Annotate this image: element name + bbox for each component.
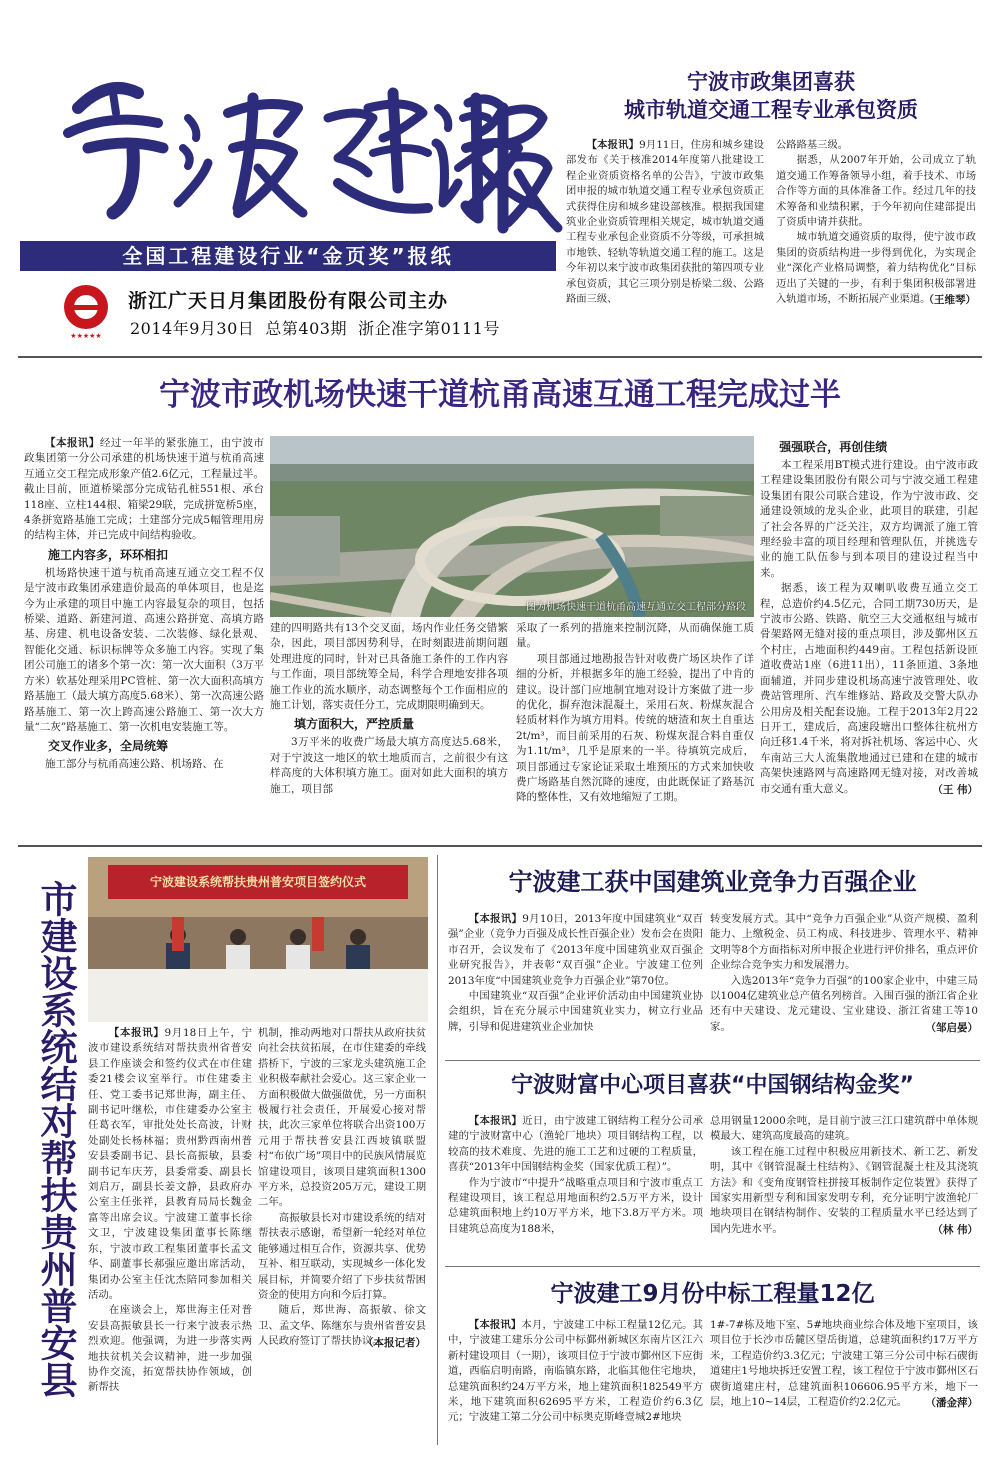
top-story-col2 [776, 138, 976, 307]
top-story-headline-2: 城市轨道交通工程专业承包资质 [624, 98, 918, 122]
top-story-tag: 【本报讯】 [586, 139, 640, 151]
main-story-col1 [24, 436, 264, 773]
main-story-tag: 【本报讯】 [45, 437, 100, 449]
top-story-col1 [566, 138, 764, 307]
story-bid-col2-para1: 1#-7#栋及地下室、5#地块商业综合体及地下室项目，该项目位于长沙市岳麓区望岳街道，总建筑面积约17万平方米，工程造价约3.3亿元；宁波建工第三分公司中标石碶街道建庄1号地块拆迁安置工程，该工程位于宁波市鄞州区石碶街道建庄村，总建筑面积106606.95平方米，地下一层，地上10~14层，工程造价约2.2亿元。 [710, 1319, 978, 1409]
divider-story-100 [445, 1060, 980, 1061]
story-bid-byline: （潘金萍） [925, 1397, 978, 1410]
story-100-col2-para2: 入选2013年“竞争力百强”的100家企业中，中建三局以1004亿建筑业总产值名列榜首。入围百强的浙江省企业还有中天建设、龙元建设、宝业建设、浙江省建工等10家。 [710, 974, 978, 1033]
main-col3-para1: 采取了一系列的措施来控制沉降，从而确保施工质量。 [516, 622, 754, 650]
divider-story-steel [445, 1266, 980, 1267]
issue-line: 2014年9月30日 总第403期 浙企准字第0111号 [130, 319, 500, 338]
divider-top [18, 356, 982, 358]
story-100-col1 [448, 912, 703, 1035]
guizhou-vertical-title: 市建设系统结对帮扶贵州普安县 [34, 880, 77, 1398]
story-steel-col1 [448, 1114, 703, 1237]
story-bid-col1 [448, 1318, 703, 1426]
story-steel-col1-para2: 作为宁波市“中提升”战略重点项目和宁波市重点工程建设项目，该工程总用地面积约2.5万平方米，设计总建筑面积地上约10万平方米，地下3.8万平方米。项目建筑总高度为188米， [448, 1176, 703, 1235]
main-photo [270, 436, 754, 617]
guizhou-col2-para3: 随后，郑世海、高振敏、徐文卫、孟文华、陈继东与贵州省普安县人民政府签订了帮扶协议。 [258, 1304, 426, 1348]
sponsor-line: 浙江广天日月集团股份有限公司主办 [128, 290, 449, 312]
divider-vertical [437, 855, 438, 1445]
main-col1-para2: 机场路快速干道与杭甬高速互通立交工程不仅是宁波市政集团承建造价最高的单体项目，也是迄今为止承建的项目中施工内容最复杂的项目，包括桥梁、道路、新建河道、高速公路拼宽、高填方路基、房建、机电设备安装、二次装修、绿化景观、智能化交通、标识标牌等众多施工内容。实现了集团公司施工的诸多个第一次：第一次大面积（3万平方米）软基处理采用PC管桩、第一次大面积高填方路基施工（最大填方高度5.68米）、第一次高速公路路基施工、第一次上跨高速公路施工、第一次大方量“二灰”路基施工、第一次机电安装施工等。 [24, 566, 264, 733]
guizhou-col2-para2: 高振敏县长对市建设系统的结对帮扶表示感谢，希望新一轮经对单位能够通过相互合作，资源共享、优势互补、相互联动，实现城乡一体化发展目标，并简要介绍了下步扶贫帮困资金的使用方向和今后打算。 [258, 1211, 426, 1301]
story-100-byline: （邹启晏） [925, 1022, 978, 1035]
guizhou-col2 [258, 1026, 426, 1350]
main-story-intro: 经过一年半的紧张施工，由宁波市政集团第一分公司承建的机场快速干道与杭甬高速互通立交工程完成形象产值2.6亿元，工程量过半。截止目前，匝道桥梁部分完成钻孔桩551根、承台118座、立柱144根、箱梁29联，完成拼宽桥5座，4条拼宽路基施工完成；土建部分完成5幅管理用房的结构主体，并已完成中间结构验收。 [24, 437, 265, 542]
guizhou-photo [88, 857, 428, 1022]
story-steel-col2-para1: 总用钢量12000余吨，是目前宁波三江口建筑群中单体规模最大、建筑高度最高的建筑。 [710, 1115, 978, 1143]
story-100-col1-text: 9月10日，2013年度中国建筑业“双百强”企业（竞争力百强及成长性百强企业）发布会在贵阳市召开，会议发布了《2013年度中国建筑业双百强企业研究报告》，并表彰“双百强”企业。宁波建工位列2013年度“中国建筑业竞争力百强企业”第70位。 [448, 913, 704, 987]
main-subhead-4: 强强联合，再创佳绩 [779, 440, 888, 454]
main-col4-para1: 本工程采用BT模式进行建设。由宁波市政工程建设集团股份有限公司与宁波交通工程建设集团有限公司联合建设，作为宁波市政、交通建设领域的龙头企业，此项目的联建，引起了社会各界的广泛关注，双方均调派了施工管理经验丰富的项目经理和管理队伍，并挑选专业的施工队伍参与到本项目的建设过程当中来。 [760, 459, 978, 579]
interchange-aerial-photo [270, 436, 754, 617]
story-steel-tag: 【本报讯】 [468, 1115, 523, 1127]
story-steel-col1-text: 近日，由宁波建工钢结构工程分公司承建的宁波财富中心（渔轮厂地块）项目钢结构工程，以较高的技术难度、先进的施工工艺和过硬的工程质量，喜获“2013年中国钢结构金奖（国家优质工程）”。 [448, 1115, 704, 1174]
guizhou-byline: （本报记者） [363, 1336, 426, 1349]
story-bid-headline: 宁波建工9月份中标工程量12亿 [550, 1281, 875, 1307]
main-headline: 宁波市政机场快速干道杭甬高速互通工程完成过半 [159, 377, 841, 413]
guizhou-tag: 【本报讯】 [108, 1027, 165, 1039]
svg-text:★★★★★: ★★★★★ [70, 332, 102, 340]
story-100-col2-para1: 转变发展方式。其中“竞争力百强企业”从资产规模、盈利能力、上缴税金、员工构成、科技进步、管理水平、精神文明等8个方面指标对所申报企业进行评价排名，重点评价企业综合竞争实力和发展潜力。 [710, 913, 978, 972]
masthead [18, 28, 563, 348]
story-100-col2 [710, 912, 978, 1035]
main-col2-para1: 建的四明路共有13个交叉面，场内作业任务交错繁杂，因此，项目部因势利导，在时刻跟进前期问题处理进度的同时，针对已具备施工条件的工作内容与工作面，项目部统筹全局，科学合理地安排各项施工作业的流水顺序，动态调整每个工作面相应的施工计划，落实责任分工，完成期限明确到天。 [270, 622, 508, 712]
main-col1-para3: 施工部分与杭甬高速公路、机场路、在 [45, 758, 224, 771]
top-story-col2-p3: 城市轨道交通资质的取得，使宁波市政集团的资质结构进一步得到优化，为实现企业“深化产业格局调整，着力结构优化”目标迈出了关键的一步，有利于集团积极部署进入轨道市场，不断拓展产业渠道。 [776, 231, 976, 306]
main-story-col3 [516, 621, 754, 806]
main-subhead-3: 填方面积大，严控质量 [294, 717, 415, 732]
story-steel-col2 [710, 1114, 978, 1237]
main-col3-para2: 项目部通过地勘报告针对收费广场区块作了详细的分析，并根据多年的施工经验，提出了中肯的建议。设计部门应地制宜地对设计方案做了进一步的优化，摒弃泡沫混凝土，采用石灰、粉煤灰混合轻质材料作为填方用料。传统的塘渣和灰土自重达2t/m³，而目前采用的石灰、粉煤灰混合料自重仅为1.1t/m³，几乎是原来的一半。待填筑完成后，项目部通过专家论证采取土堆预压的方式来加快收费广场路基自然沉降的速度，由此既保证了路基沉降的整体性，又有效地缩短了工期。 [516, 652, 754, 804]
main-story-col2 [270, 621, 508, 797]
main-subhead-1: 施工内容多，环环相扣 [48, 547, 169, 562]
group-logo-icon [60, 283, 112, 341]
main-story-col4 [760, 436, 978, 797]
top-story-headline-1: 宁波市政集团喜获 [687, 70, 855, 94]
top-story [566, 68, 976, 348]
main-byline: （王 伟） [932, 783, 978, 796]
guizhou-col1 [88, 1026, 252, 1396]
guizhou-col1-para2: 在座谈会上，郑世海主任对普安县高振敏县长一行来宁波表示热烈欢迎。他强调，为进一步落实两地扶贫机关会议精神，进一步加强协作交流，拓宽帮扶协作领域，创新帮扶 [88, 1304, 252, 1394]
story-steel-col2-para2: 该工程在施工过程中积极应用新技术、新工艺、新发明，其中《钢管混凝土柱结构》、《钢管混凝土柱及其浇筑方法》和《变角度钢管柱拼接耳板制作定位装置》获得了国家实用新型专利和国家发明专利，充分证明宁波渔轮厂地块项目在钢结构制作、安装的工程质量水平已经达到了国内先进水平。 [710, 1145, 978, 1235]
award-banner: 全国工程建设行业“金页奖”报纸 [20, 241, 556, 271]
story-100-tag: 【本报讯】 [468, 913, 523, 925]
top-story-col1-text: 9月11日，住房和城乡建设部发布《关于核准2014年度第八批建设工程企业资质资格名单的公告》，宁波市政集团申报的城市轨道交通工程专业承包资质正式获得住房和城乡建设部核准。根据我国建筑业企业资质管理相关规定，城市轨道交通工程专业承包企业资质不分等级，可承担城市地铁、轻轨等轨道交通工程的施工。这是今年初以来宁波市政集团获批的第四项专业承包资质，其它三项分别是桥梁二级、公路路面三级、 [566, 139, 764, 306]
main-photo-caption: 图为机场快速干道杭甬高速互通立交工程部分路段 [526, 602, 746, 613]
top-story-col2-p2: 据悉，从2007年开始，公司成立了轨道交通工作筹备领导小组，着手技术、市场合作等方面的具体准备工作。经过几年的技术筹备和业绩积累，于今年初向住建部提出了资质申请并获批。 [776, 154, 976, 229]
top-story-byline: （王维琴） [923, 294, 976, 307]
story-bid-col2 [710, 1318, 978, 1410]
signing-banner-text: 宁波建设系统帮扶贵州普安项目签约仪式 [149, 875, 366, 889]
main-col4-para2: 据悉，该工程为双喇叭收费互通立交工程，总造价约4.5亿元，合同工期730历天，是宁波市公路、铁路、航空三大交通枢纽与城市骨架路网无缝对接的重点项目，涉及鄞州区五个村庄，占地面积约449亩。工程包括新设匝道收费站1座（6进11出），11条匝道、3条地面辅道，并同步建设机场高速宁波管理处、收费站管理所、汽车维修站、路政及交警大队办公用房及相关配套设施。工程于2013年2月22日开工，建成后，高速段塘出口整体往杭州方向迁移1.4千米，将对拆社机场、客运中心、火车南站三大人流集散地通过已建和在建的城市高架快速路网与高速路网无缝对接，对改善城市交通有重大意义。 [760, 582, 978, 795]
masthead-logo-bao [448, 78, 568, 248]
divider-middle [18, 845, 982, 847]
main-subhead-2: 交叉作业多，全局统筹 [48, 739, 169, 754]
story-steel-byline: （林 伟） [932, 1224, 978, 1237]
guizhou-col2-para1: 机制，推动两地对口帮扶从政府扶贫向社会扶贫拓展，在市住建委的牵线搭桥下，宁波的三家龙头建筑施工企业积极奉献社会爱心。这三家企业一方面积极做大做强做优，另一方面积极履行社会责任，开展爱心接对帮扶，此次三家单位将联合出资100万元用于帮扶普安县江西坡镇联盟村“布依广场”项目中的民族风情展览馆建设项目，该项目建筑面积1300平方米，总投资205万元，建设工期二年。 [258, 1027, 426, 1209]
story-bid-col1-text: 本月，宁波建工中标工程量12亿元。其中，宁波建工建乐分公司中标鄞州新城区东南片区江六新村建设项目（一期），该项目位于宁波市鄞州区下应街道，西临启明南路，南临镇东路，北临其他住宅地块，总建筑面积约24万平方米，地上建筑面积182549平方米，地下建筑面积62695平方米，工程造价约6.3亿元；宁波建工第二分公司中标奥克斯峰壹城2#地块 [448, 1319, 703, 1424]
main-col2-para2: 3万平米的收费广场最大填方高度达5.68米，对于宁波这一地区的软土地质而言，之前很少有这样高度的大体积填方施工。面对如此大面积的填方施工，项目部 [270, 736, 508, 795]
story-bid-tag: 【本报讯】 [468, 1319, 522, 1331]
story-steel-headline: 宁波财富中心项目喜获“中国钢结构金奖” [511, 1073, 914, 1098]
story-100-headline: 宁波建工获中国建筑业竞争力百强企业 [508, 868, 917, 896]
guizhou-col1-text: 9月18日上午，宁波市建设系统结对帮扶贵州省普安县工作座谈会和签约仪式在市住建委21楼会议室举行。市住建委主任、党工委书记郑世海，副主任、副书记叶继松，市住建委办公室主任葛衣军，审批处处长高波，计财处副处长杨林福；贵州黔西南州普安县委副书记、县长高振敏，县委副书记车庆芳，县委常委、副县长刘启万，副县长姜文静，县政府办公室主任张祥，县教育局局长魏金富等出席会议。宁波建工董事长徐文卫，宁波建设集团董事长陈继东，宁波市政工程集团董事长孟文华、副董事长郝强应邀出席活动，集团办公室主任沈杰陪同参加相关活动。 [88, 1027, 252, 1301]
story-100-col1-para2: 中国建筑业“双百强”企业评价活动由中国建筑业协会组织，旨在充分展示中国建筑业实力，树立行业品牌，引导和促进建筑业企业加快 [448, 990, 703, 1033]
top-story-col2-p1: 公路路基三级。 [776, 139, 849, 151]
